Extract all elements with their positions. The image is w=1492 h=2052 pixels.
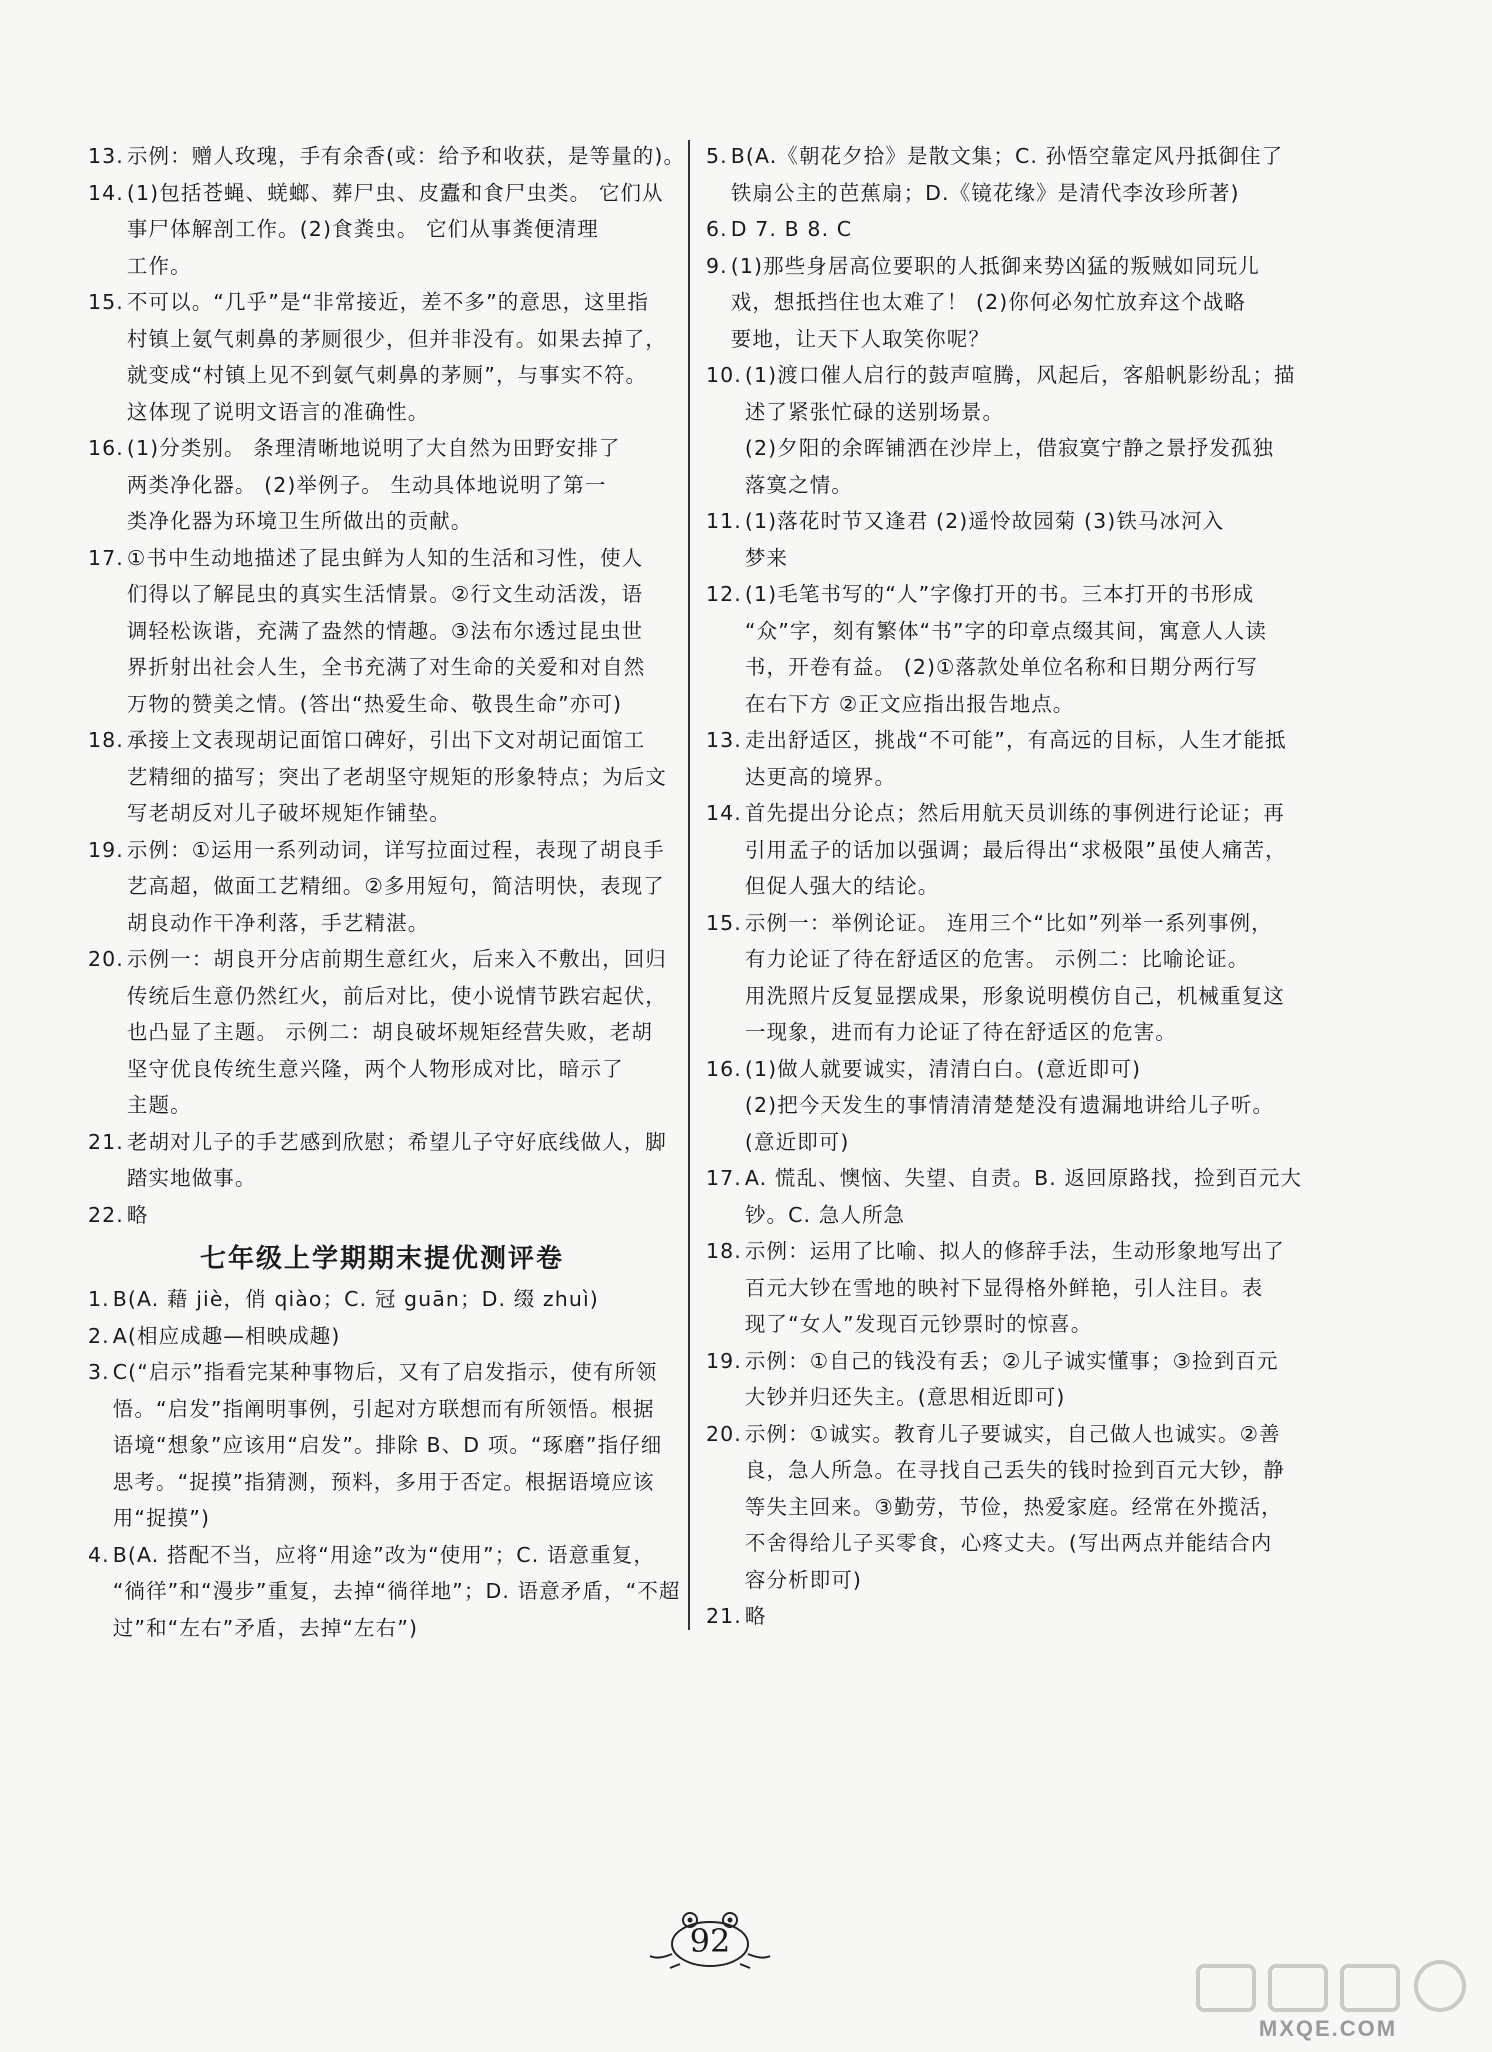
answer-line: 一现象，进而有力论证了待在舒适区的危害。 [744, 1020, 1177, 1044]
right-answer-list [706, 138, 1303, 1635]
answer-item [706, 1233, 1290, 1343]
answer-number: 15. [706, 910, 742, 935]
answer-line: (意近即可) [744, 1129, 850, 1154]
answer-item [88, 284, 676, 430]
answer-line: 艺高超，做面工艺精细。②多用短句，简洁明快，表现了 [126, 874, 665, 898]
answer-text [127, 722, 676, 832]
answer-line: B(A.《朝花夕拾》是散文集；C. 孙悟空靠定风丹抵御住了 [730, 144, 1284, 168]
answer-line: 写老胡反对儿子破坏规矩作铺垫。 [126, 801, 451, 825]
answer-number: 14. [706, 801, 742, 825]
answer-item [88, 138, 686, 175]
answer-line: 在右下方 ②正文应指出报告地点。 [744, 691, 1075, 716]
answer-line: (2)把今天发生的事情清清楚楚没有遗漏地讲给儿子听。 [744, 1093, 1275, 1117]
answer-line: 述了紧张忙碌的送别场景。 [744, 399, 1005, 424]
answer-line: 界折射出社会人生，全书充满了对生命的关爱和对自然 [126, 655, 646, 679]
answer-line: D 7. B 8. C [730, 217, 853, 241]
answer-item [706, 576, 1290, 722]
answer-line: 主题。 [126, 1093, 192, 1117]
column-divider [688, 140, 690, 1630]
answer-text [127, 138, 685, 175]
answer-item [706, 1416, 1290, 1599]
answer-text [127, 284, 676, 430]
answer-line: 百元大钞在雪地的映衬下显得格外鲜艳，引人注目。表 [744, 1275, 1264, 1300]
answer-line: 语境“想象”应该用“启发”。排除 B、D 项。“琢磨”指仔细 [112, 1433, 663, 1457]
answer-line: 胡良动作干净利落，手艺精湛。 [126, 910, 430, 935]
answer-item [88, 1124, 676, 1197]
answer-line: 梦来 [744, 545, 789, 570]
answer-number: 17. [706, 1166, 742, 1190]
answer-text [127, 832, 676, 942]
answer-line: 铁扇公主的芭蕉扇；D.《镜花缘》是清代李汝珍所著) [730, 180, 1240, 205]
answer-text [745, 357, 1296, 503]
answer-line: 不可以。“几乎”是“非常接近，差不多”的意思，这里指 [126, 290, 649, 314]
answer-line: 不舍得给儿子买零食，心疼丈夫。(写出两点并能结合内 [744, 1531, 1273, 1555]
answer-number: 17. [88, 545, 124, 570]
answer-line: 书，开卷有益。 (2)①落款处单位名称和日期分两行写 [744, 655, 1258, 679]
answer-item [706, 1598, 1290, 1635]
answer-number: 15. [88, 290, 124, 314]
answer-line: (1)分类别。 条理清晰地说明了大自然为田野安排了 [126, 436, 621, 460]
left-answer-list-2 [88, 1281, 681, 1646]
answer-item [706, 1343, 1290, 1416]
answer-text [745, 1598, 1290, 1635]
answer-number: 13. [88, 144, 124, 168]
page-number: 92 [689, 1922, 731, 1960]
answer-number: 1. [88, 1287, 110, 1311]
answer-line: 艺精细的描写；突出了老胡坚守规矩的形象特点；为后文 [126, 764, 667, 789]
answer-text [113, 1281, 676, 1318]
answer-line: “众”字，刻有繁体“书”字的印章点缀其间，寓意人人读 [744, 618, 1267, 643]
answer-line: 承接上文表现胡记面馆口碑好，引出下文对胡记面馆工 [126, 728, 646, 752]
answer-line: “徜徉”和“漫步”重复，去掉“徜徉地”；D. 语意矛盾，“不超 [112, 1579, 681, 1603]
answer-line: 要地，让天下人取笑你呢？ [730, 326, 990, 351]
answer-line: 坚守优良传统生意兴隆，两个人物形成对比，暗示了 [126, 1056, 624, 1081]
answer-item [88, 722, 676, 832]
answer-line: 用洗照片反复显摆成果，形象说明模仿自己，机械重复这 [744, 983, 1285, 1008]
answer-line: 们得以了解昆虫的真实生活情景。②行文生动活泼，语 [126, 582, 644, 606]
answer-number: 20. [706, 1421, 742, 1446]
answer-line: 万物的赞美之情。(答出“热爱生命、敬畏生命”亦可) [126, 691, 623, 716]
answer-text [745, 576, 1290, 722]
answer-line: 思考。“捉摸”指猜测，预料，多用于否定。根据语境应该 [112, 1469, 655, 1494]
answer-number: 11. [706, 509, 742, 533]
right-column [706, 138, 1303, 1635]
answer-item [88, 430, 676, 540]
answer-line: (1)落花时节又逢君 (2)遥怜故园菊 (3)铁马冰河入 [744, 509, 1225, 533]
answer-text [113, 1318, 676, 1355]
answer-line: 示例：赠人玫瑰，手有余香(或：给予和收获，是等量的)。 [126, 144, 686, 168]
answer-number: 18. [706, 1239, 742, 1263]
answer-line: B(A. 搭配不当，应将“用途”改为“使用”；C. 语意重复， [112, 1542, 655, 1567]
answer-text [127, 430, 676, 540]
answer-text [127, 1197, 676, 1234]
answer-line: 大钞并归还失主。(意思相近即可) [744, 1385, 1066, 1409]
answer-line: 首先提出分论点；然后用航天员训练的事例进行论证；再 [744, 801, 1285, 825]
answer-item [88, 1537, 681, 1647]
answer-number: 16. [88, 436, 124, 460]
answer-item [706, 211, 1290, 248]
answer-item [88, 1281, 676, 1318]
answer-line: 两类净化器。 (2)举例子。 生动具体地说明了第一 [126, 472, 607, 497]
answer-text [731, 248, 1290, 358]
page-number-badge [640, 1910, 780, 1970]
answer-line: 工作。 [126, 253, 192, 278]
answer-number: 18. [88, 728, 124, 752]
answer-text [745, 1160, 1302, 1233]
answer-text [127, 540, 676, 723]
answer-text [113, 1537, 681, 1647]
answer-line: 但促人强大的结论。 [744, 874, 940, 898]
answer-line: (2)夕阳的余晖铺洒在沙岸上，借寂寞宁静之景抒发孤独 [744, 436, 1275, 460]
answer-item [706, 1051, 1290, 1161]
answer-line: 落寞之情。 [744, 472, 853, 497]
answer-line: 事尸体解剖工作。(2)食粪虫。 它们从事粪便清理 [126, 217, 599, 241]
answer-item [88, 540, 676, 723]
answer-item [706, 138, 1290, 211]
answer-line: 悟。“启发”指阐明事例，引起对方联想而有所领悟。根据 [112, 1396, 655, 1421]
answer-number: 6. [706, 217, 728, 241]
answer-text [745, 1233, 1290, 1343]
answer-text [731, 138, 1290, 211]
answer-number: 12. [706, 582, 742, 606]
answer-item [706, 722, 1290, 795]
answer-number: 19. [88, 837, 124, 862]
answer-number: 3. [88, 1360, 110, 1384]
answer-number: 9. [706, 253, 728, 278]
answer-item [706, 905, 1290, 1051]
answer-item [88, 1354, 676, 1537]
answer-line: (1)毛笔书写的“人”字像打开的书。三本打开的书形成 [744, 582, 1255, 606]
answer-line: 过”和“左右”矛盾，去掉“左右”) [112, 1615, 419, 1640]
watermark-logo [1178, 1952, 1478, 2052]
answer-text [127, 175, 676, 285]
answer-text [127, 941, 676, 1124]
answer-line: (1)包括苍蝇、蜣螂、葬尸虫、皮蠹和食尸虫类。 它们从 [126, 180, 664, 205]
answer-item [88, 175, 676, 285]
answer-item [88, 1318, 676, 1355]
answer-line: 走出舒适区，挑战“不可能”，有高远的目标，人生才能抵 [744, 728, 1287, 752]
answer-line: 等失主回来。③勤劳，节俭，热爱家庭。经常在外揽活， [744, 1494, 1283, 1519]
answer-number: 20. [88, 947, 124, 971]
answer-text [745, 722, 1290, 795]
answer-line: ①书中生动地描述了昆虫鲜为人知的生活和习性，使人 [126, 545, 644, 570]
answer-line: 略 [744, 1604, 767, 1628]
answer-text [745, 1343, 1290, 1416]
answer-line: 容分析即可) [744, 1567, 863, 1592]
answer-line: 示例一：胡良开分店前期生意红火，后来入不敷出，回归 [126, 947, 667, 971]
answer-line: 示例：①诚实。教育儿子要诚实，自己做人也诚实。②善 [744, 1421, 1281, 1446]
answer-line: 良，急人所急。在寻找自己丢失的钱时捡到百元大钞，静 [744, 1458, 1285, 1482]
answer-number: 14. [88, 180, 124, 205]
left-answer-list [88, 138, 686, 1233]
answer-line: 略 [126, 1202, 149, 1227]
answer-item [706, 503, 1290, 576]
watermark-emblem-icon [1178, 1952, 1478, 2016]
answer-line: 村镇上氨气刺鼻的茅厕很少，但并非没有。如果去掉了， [126, 326, 667, 351]
answer-item [706, 248, 1290, 358]
answer-text [745, 1416, 1290, 1599]
answer-line: 有力论证了待在舒适区的危害。 示例二：比喻论证。 [744, 947, 1250, 971]
answer-text [745, 1051, 1290, 1161]
answer-line: (1)那些身居高位要职的人抵御来势凶猛的叛贼如同玩儿 [730, 253, 1260, 278]
answer-line: C(“启示”指看完某种事物后，又有了启发指示，使有所领 [112, 1360, 658, 1384]
answer-line: 达更高的境界。 [744, 764, 897, 789]
answer-line: 示例：①运用一系列动词，详写拉面过程，表现了胡良手 [126, 837, 665, 862]
answer-text [745, 795, 1290, 905]
answer-text [113, 1354, 676, 1537]
answer-item [88, 1197, 676, 1234]
answer-item [706, 795, 1290, 905]
watermark-url: MXQE.COM [1258, 2016, 1398, 2041]
answer-line: 老胡对儿子的手艺感到欣慰；希望儿子守好底线做人，脚 [126, 1129, 667, 1154]
answer-line: 现了“女人”发现百元钞票时的惊喜。 [744, 1312, 1093, 1336]
answer-item [706, 357, 1296, 503]
answer-line: 类净化器为环境卫生所做出的贡献。 [126, 509, 473, 533]
left-column [88, 138, 686, 1646]
answer-line: 示例一：举例论证。 连用三个“比如”列举一系列事例， [744, 910, 1273, 935]
answer-line: 也凸显了主题。 示例二：胡良破坏规矩经营失败，老胡 [126, 1020, 653, 1044]
answer-number: 5. [706, 144, 728, 168]
answer-line: 用“捉摸”) [112, 1506, 211, 1530]
answer-line: 示例：①自己的钱没有丢；②儿子诚实懂事；③捡到百元 [744, 1348, 1279, 1373]
answer-line: 戏，想抵挡住也太难了！ (2)你何必匆忙放弃这个战略 [730, 290, 1246, 314]
answer-line: 这体现了说明文语言的准确性。 [126, 399, 430, 424]
answer-number: 16. [706, 1056, 742, 1081]
answer-number: 19. [706, 1348, 742, 1373]
answer-item [88, 941, 676, 1124]
answer-number: 22. [88, 1202, 124, 1227]
answer-number: 13. [706, 728, 742, 752]
answer-line: (1)做人就要诚实，清清白白。(意近即可) [744, 1056, 1142, 1081]
answer-line: 引用孟子的话加以强调；最后得出“求极限”虽使人痛苦， [744, 837, 1287, 862]
answer-text [745, 503, 1290, 576]
answer-line: 调轻松诙谐，充满了盎然的情趣。③法布尔透过昆虫世 [126, 618, 644, 643]
answer-text [731, 211, 1290, 248]
answer-line: B(A. 藉 jiè，俏 qiào；C. 冠 guān；D. 缀 zhuì) [112, 1287, 599, 1311]
answer-number: 10. [706, 363, 742, 387]
answer-line: (1)渡口催人启行的鼓声喧腾，风起后，客船帆影纷乱；描 [744, 363, 1296, 387]
answer-text [745, 905, 1290, 1051]
answer-number: 21. [88, 1129, 124, 1154]
answer-number: 21. [706, 1604, 742, 1628]
answer-line: 踏实地做事。 [126, 1166, 257, 1190]
answer-line: 就变成“村镇上见不到氨气刺鼻的茅厕”，与事实不符。 [126, 363, 648, 387]
answer-line: A(相应成趣—相映成趣) [112, 1323, 341, 1348]
answer-number: 2. [88, 1323, 110, 1348]
answer-line: 钞。C. 急人所急 [744, 1202, 906, 1227]
answer-line: A. 慌乱、懊恼、失望、自责。B. 返回原路找，捡到百元大 [744, 1166, 1303, 1190]
answer-line: 传统后生意仍然红火，前后对比，使小说情节跌宕起伏， [126, 983, 667, 1008]
answer-number: 4. [88, 1542, 110, 1567]
answer-item [88, 832, 676, 942]
answer-line: 示例：运用了比喻、拟人的修辞手法，生动形象地写出了 [744, 1239, 1285, 1263]
answer-text [127, 1124, 676, 1197]
answer-item [706, 1160, 1303, 1233]
section-title: 七年级上学期期末提优测评卷 [199, 1244, 564, 1274]
